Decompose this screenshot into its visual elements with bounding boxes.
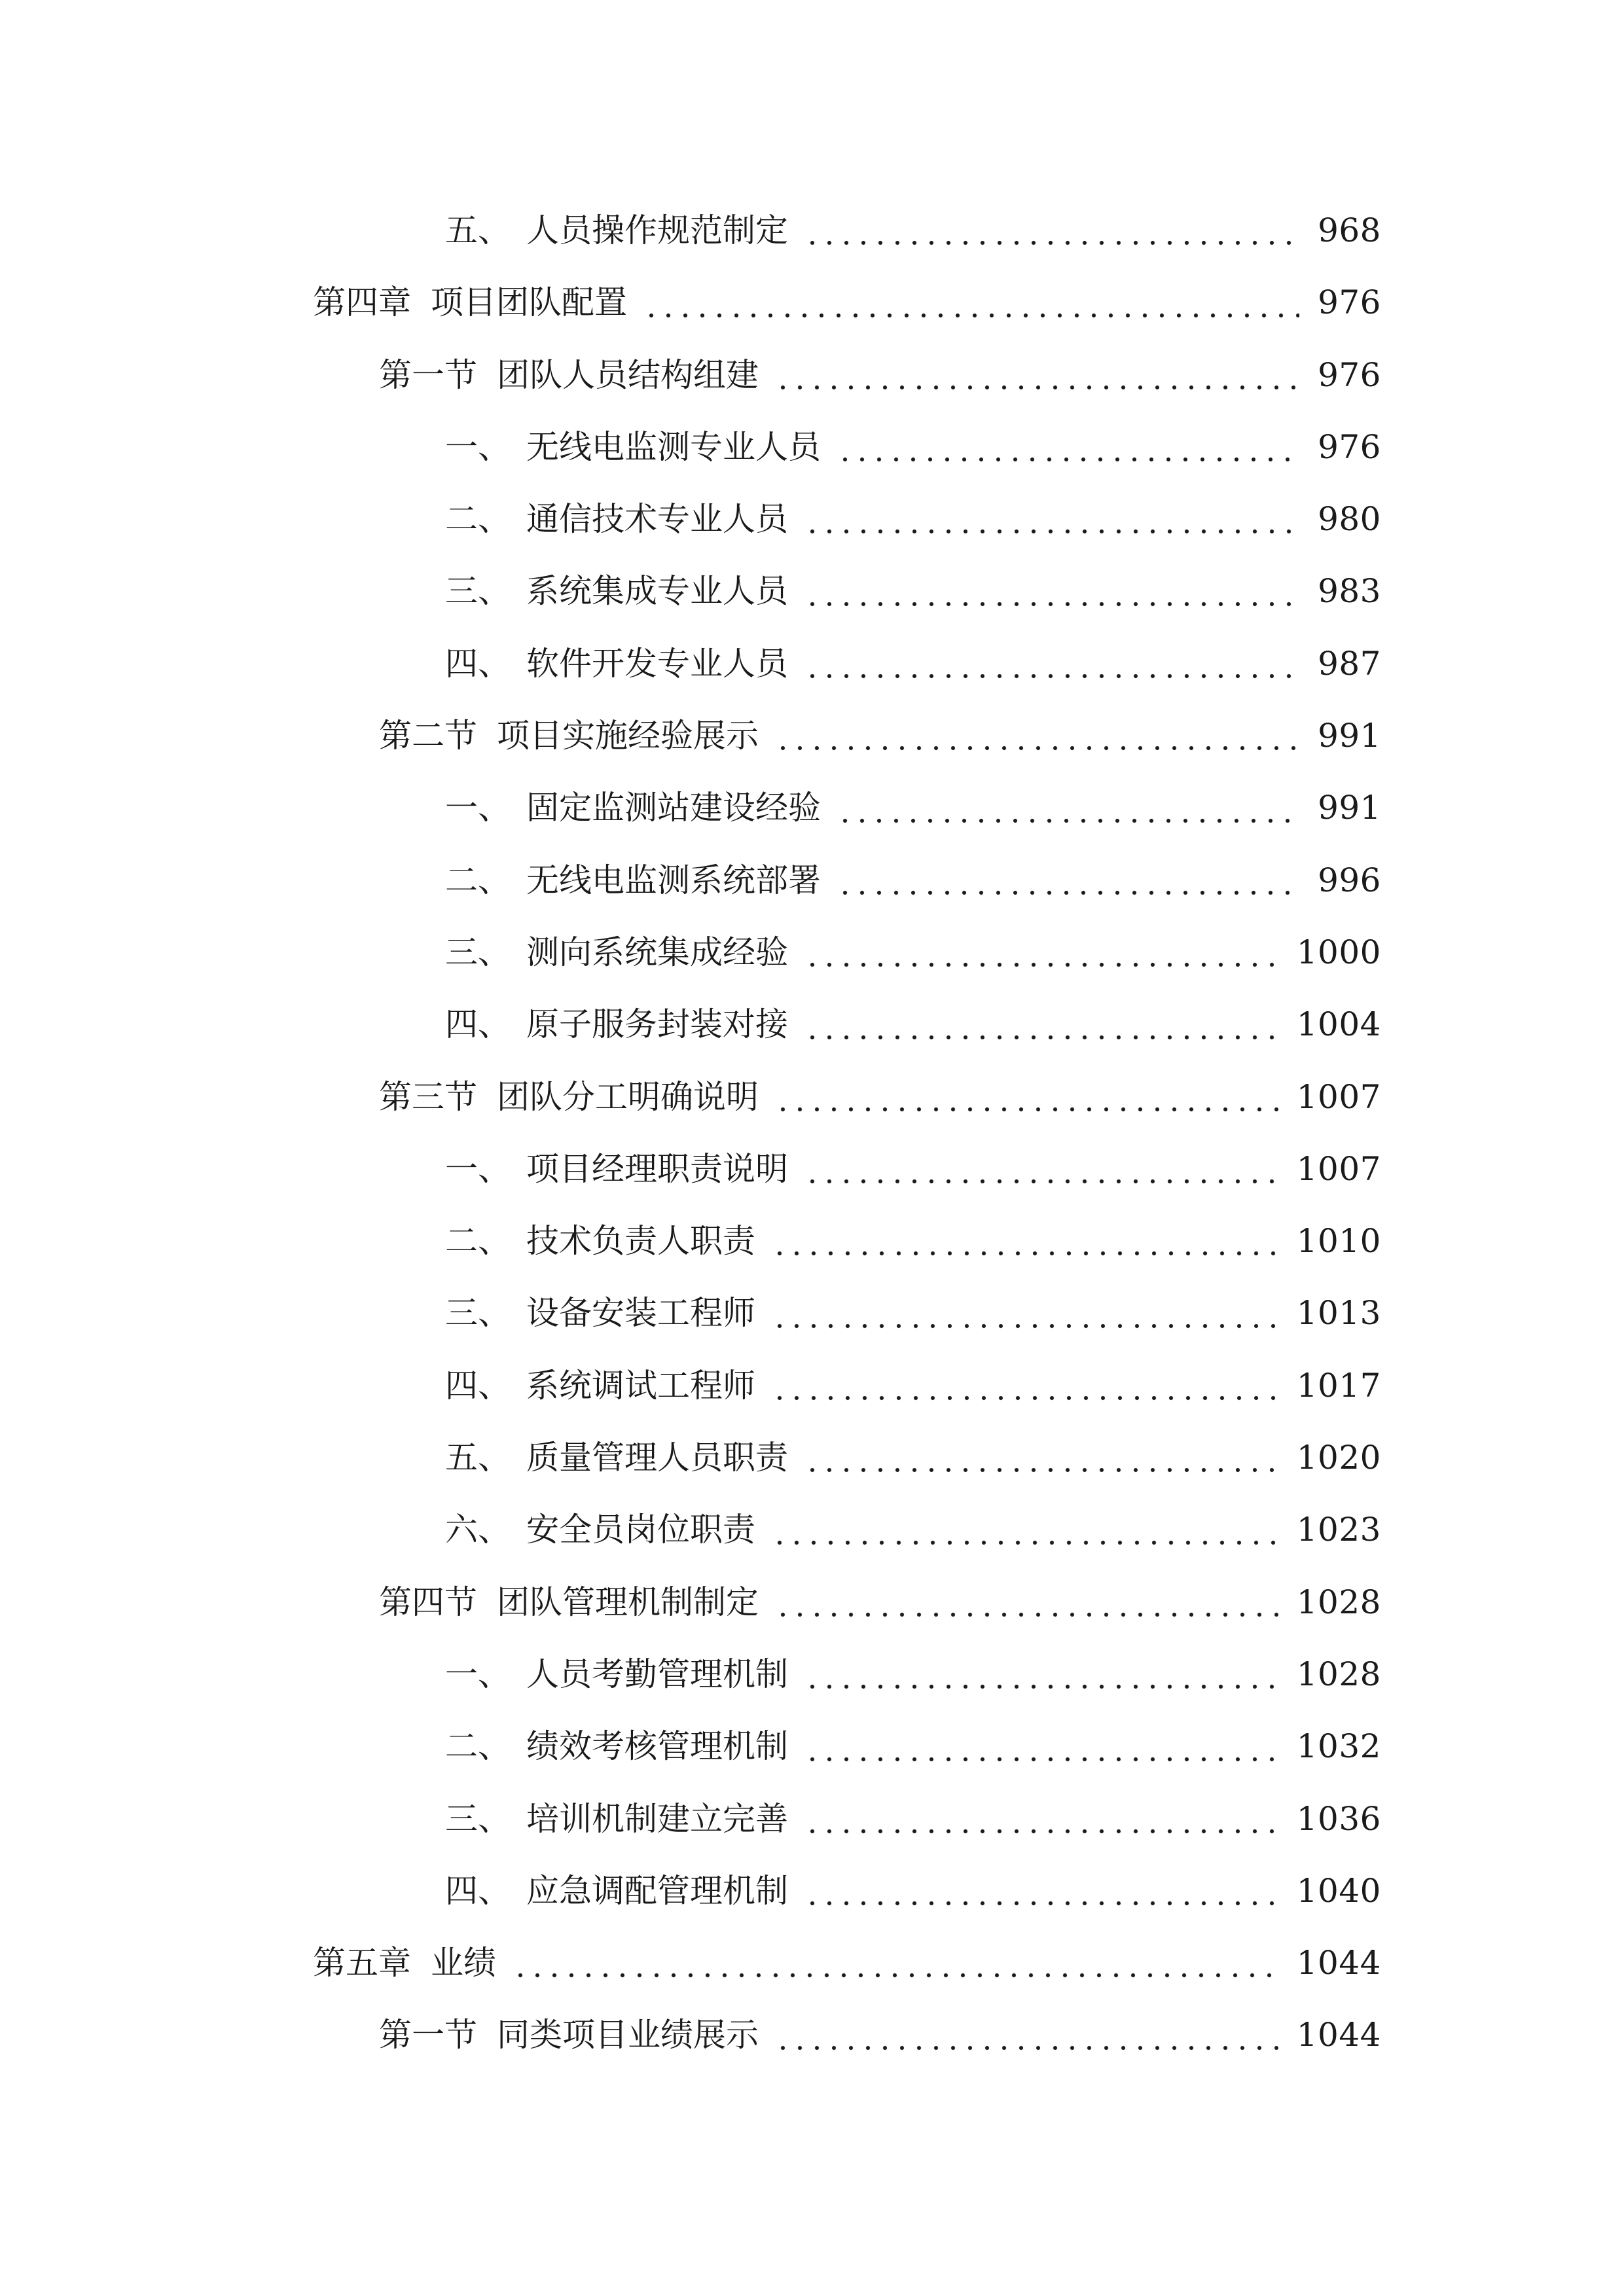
toc-entry xyxy=(0,555,1381,627)
toc-entry-title: 原子服务封装对接 xyxy=(526,1005,788,1044)
toc-page-number: 1044 xyxy=(1296,2016,1381,2054)
toc-entry-title: 团队人员结构组建 xyxy=(497,355,759,394)
toc-entry xyxy=(0,194,1381,266)
toc-page-number: 991 xyxy=(1318,717,1381,755)
toc-entry-label: 第四节 xyxy=(379,1583,477,1621)
toc-entry-title: 项目团队配置 xyxy=(431,283,627,322)
dot-leader xyxy=(834,411,1299,483)
toc-entry xyxy=(0,266,1381,338)
toc-entry-title: 绩效考核管理机制 xyxy=(526,1727,788,1766)
toc-page-number: 1000 xyxy=(1296,933,1381,971)
toc-entry-label: 四、 xyxy=(445,1366,511,1405)
dot-leader xyxy=(509,1927,1278,1999)
toc-page-number: 991 xyxy=(1318,789,1381,827)
toc-page-number: 1036 xyxy=(1296,1799,1381,1838)
toc-entry xyxy=(0,988,1381,1060)
toc-entry-label: 第一节 xyxy=(379,2016,477,2054)
toc-entry-title: 人员考勤管理机制 xyxy=(526,1655,788,1693)
toc-page-number: 1007 xyxy=(1296,1149,1381,1188)
toc-entry-label: 一、 xyxy=(445,789,511,827)
toc-entry xyxy=(0,844,1381,916)
toc-entry-title: 培训机制建立完善 xyxy=(526,1799,788,1838)
dot-leader xyxy=(768,1205,1278,1277)
toc-entry-title: 团队管理机制制定 xyxy=(497,1583,759,1621)
dot-leader xyxy=(801,1710,1278,1782)
toc-entry-title: 质量管理人员职责 xyxy=(526,1439,788,1477)
dot-leader xyxy=(801,194,1299,266)
toc-entry-label: 一、 xyxy=(445,1149,511,1188)
dot-leader xyxy=(834,772,1299,844)
toc-page-number: 980 xyxy=(1318,500,1381,539)
toc-entry-label: 二、 xyxy=(445,861,511,899)
toc-entry-title: 系统调试工程师 xyxy=(526,1366,755,1405)
toc-entry xyxy=(0,1277,1381,1349)
dot-leader xyxy=(768,1277,1278,1349)
dot-leader xyxy=(834,844,1299,916)
dot-leader xyxy=(801,916,1278,988)
toc-entry-title: 项目实施经验展示 xyxy=(497,717,759,755)
toc-entry xyxy=(0,483,1381,555)
toc-page-number: 983 xyxy=(1318,572,1381,611)
toc-entry xyxy=(0,339,1381,411)
toc-entry-title: 应急调配管理机制 xyxy=(526,1871,788,1910)
toc-entry xyxy=(0,1494,1381,1566)
toc-entry-title: 通信技术专业人员 xyxy=(526,500,788,539)
toc-page-number: 1017 xyxy=(1296,1366,1381,1405)
toc-page-number: 987 xyxy=(1318,644,1381,683)
table-of-contents xyxy=(0,194,1381,2072)
dot-leader xyxy=(801,988,1278,1060)
toc-page-number: 976 xyxy=(1318,355,1381,394)
dot-leader xyxy=(801,1422,1278,1494)
toc-entry-title: 同类项目业绩展示 xyxy=(497,2016,759,2054)
toc-entry-label: 六、 xyxy=(445,1511,511,1549)
toc-page-number: 1013 xyxy=(1296,1294,1381,1333)
toc-entry-label: 第四章 xyxy=(313,283,411,322)
toc-entry-label: 四、 xyxy=(445,644,511,683)
dot-leader xyxy=(801,628,1299,700)
toc-entry xyxy=(0,1350,1381,1422)
toc-entry xyxy=(0,1061,1381,1133)
toc-entry-label: 三、 xyxy=(445,1799,511,1838)
dot-leader xyxy=(772,1566,1278,1638)
toc-page-number: 1010 xyxy=(1296,1222,1381,1261)
toc-page-number: 1044 xyxy=(1296,1944,1381,1982)
toc-page-number: 1028 xyxy=(1296,1655,1381,1693)
toc-entry-label: 一、 xyxy=(445,1655,511,1693)
dot-leader xyxy=(801,1638,1278,1710)
dot-leader xyxy=(772,1999,1278,2071)
toc-entry-label: 五、 xyxy=(445,211,511,249)
toc-entry xyxy=(0,1638,1381,1710)
dot-leader xyxy=(640,266,1299,338)
toc-entry-title: 测向系统集成经验 xyxy=(526,933,788,971)
toc-entry-label: 三、 xyxy=(445,572,511,611)
toc-page-number: 996 xyxy=(1318,861,1381,899)
toc-entry-label: 二、 xyxy=(445,500,511,539)
toc-entry xyxy=(0,772,1381,844)
toc-entry-label: 四、 xyxy=(445,1871,511,1910)
toc-entry-label: 一、 xyxy=(445,427,511,466)
toc-page-number: 1028 xyxy=(1296,1583,1381,1621)
dot-leader xyxy=(801,483,1299,555)
toc-entry-title: 人员操作规范制定 xyxy=(526,211,788,249)
toc-entry-title: 团队分工明确说明 xyxy=(497,1077,759,1116)
toc-page-number: 1007 xyxy=(1296,1077,1381,1116)
toc-page-number: 976 xyxy=(1318,283,1381,322)
toc-entry xyxy=(0,411,1381,483)
dot-leader xyxy=(801,1133,1278,1205)
toc-entry-label: 二、 xyxy=(445,1222,511,1261)
dot-leader xyxy=(801,1855,1278,1927)
toc-entry-title: 安全员岗位职责 xyxy=(526,1511,755,1549)
toc-entry-title: 无线电监测系统部署 xyxy=(526,861,821,899)
dot-leader xyxy=(772,1061,1278,1133)
toc-entry-label: 三、 xyxy=(445,1294,511,1333)
toc-entry-title: 软件开发专业人员 xyxy=(526,644,788,683)
toc-entry xyxy=(0,1999,1381,2071)
toc-entry xyxy=(0,1855,1381,1927)
toc-page-number: 1032 xyxy=(1296,1727,1381,1766)
toc-entry xyxy=(0,1566,1381,1638)
toc-entry-label: 第二节 xyxy=(379,717,477,755)
toc-entry xyxy=(0,1710,1381,1782)
dot-leader xyxy=(772,339,1299,411)
dot-leader xyxy=(772,700,1299,772)
toc-entry-title: 固定监测站建设经验 xyxy=(526,789,821,827)
toc-page-number: 1004 xyxy=(1296,1005,1381,1044)
toc-entry-label: 二、 xyxy=(445,1727,511,1766)
toc-entry-label: 四、 xyxy=(445,1005,511,1044)
dot-leader xyxy=(801,1783,1278,1855)
toc-entry xyxy=(0,1205,1381,1277)
toc-page-number: 968 xyxy=(1318,211,1381,249)
toc-page-number: 1023 xyxy=(1296,1511,1381,1549)
toc-entry-label: 第一节 xyxy=(379,355,477,394)
toc-entry-title: 设备安装工程师 xyxy=(526,1294,755,1333)
dot-leader xyxy=(768,1494,1278,1566)
toc-entry xyxy=(0,1422,1381,1494)
toc-page-number: 976 xyxy=(1318,427,1381,466)
toc-entry-label: 第三节 xyxy=(379,1077,477,1116)
toc-entry-title: 系统集成专业人员 xyxy=(526,572,788,611)
toc-entry xyxy=(0,700,1381,772)
toc-entry xyxy=(0,1927,1381,1999)
toc-entry xyxy=(0,1133,1381,1205)
toc-page-number: 1020 xyxy=(1296,1439,1381,1477)
toc-entry-label: 三、 xyxy=(445,933,511,971)
toc-entry-title: 无线电监测专业人员 xyxy=(526,427,821,466)
dot-leader xyxy=(768,1350,1278,1422)
toc-entry xyxy=(0,628,1381,700)
dot-leader xyxy=(801,555,1299,627)
toc-entry-title: 技术负责人职责 xyxy=(526,1222,755,1261)
toc-page-number: 1040 xyxy=(1296,1871,1381,1910)
toc-entry xyxy=(0,1783,1381,1855)
toc-entry xyxy=(0,916,1381,988)
toc-entry-label: 第五章 xyxy=(313,1944,411,1982)
toc-entry-title: 业绩 xyxy=(431,1944,496,1982)
toc-entry-label: 五、 xyxy=(445,1439,511,1477)
toc-entry-title: 项目经理职责说明 xyxy=(526,1149,788,1188)
